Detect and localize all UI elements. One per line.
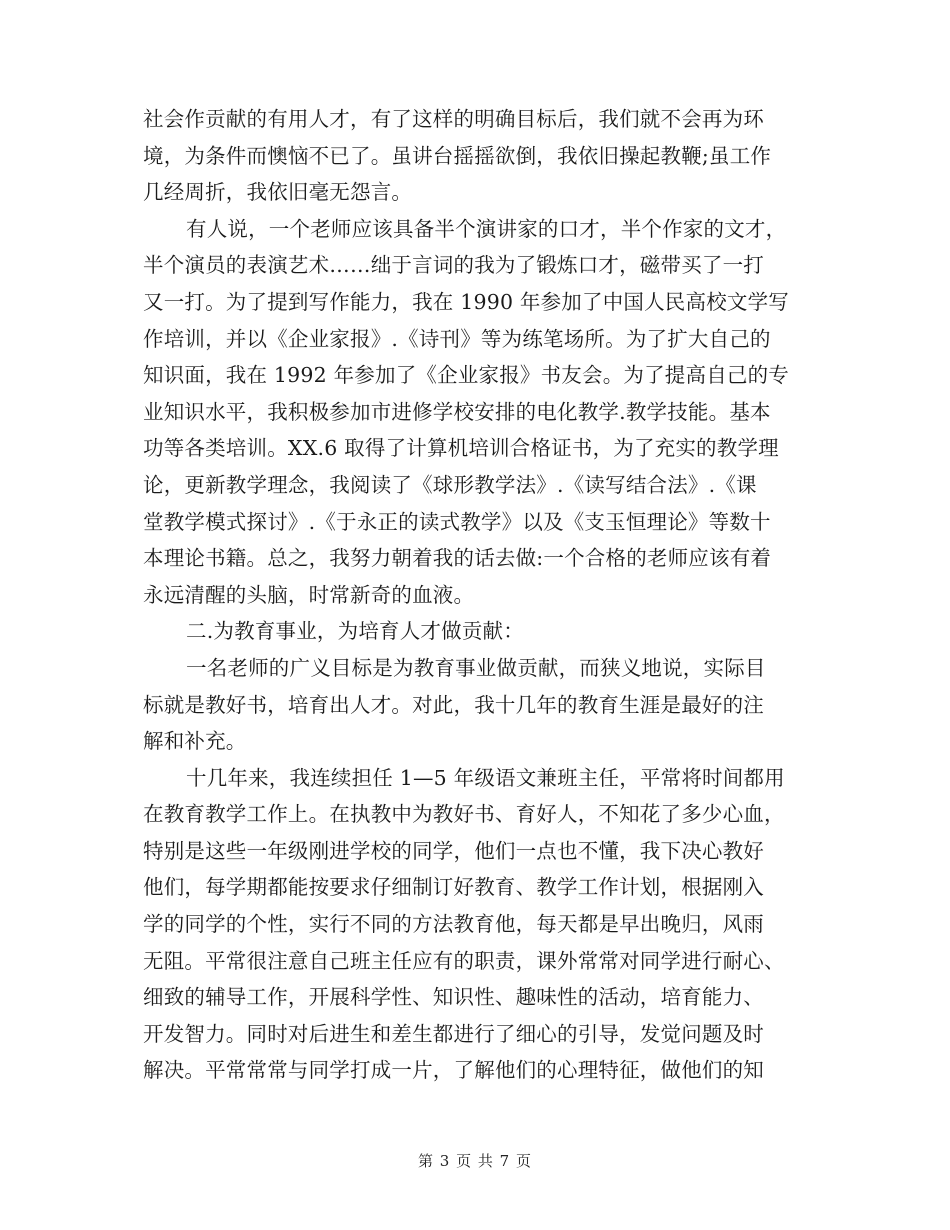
text-line: 永远清醒的头脑，时常新奇的血液。 (143, 582, 475, 607)
text-line: 有人说，一个老师应该具备半个演讲家的口才，半个作家的文才， (186, 216, 787, 241)
text-line: 开发智力。同时对后进生和差生都进行了细心的引导，发觉问题及时 (143, 1021, 764, 1046)
document-body (143, 101, 809, 1089)
text-line: 几经周折，我依旧毫无怨言。 (143, 180, 413, 205)
text-line: 特别是这些一年级刚进学校的同学，他们一点也不懂，我下决心教好 (143, 838, 764, 863)
text-line: 堂教学模式探讨》.《于永正的读式教学》以及《支玉恒理论》等数十 (143, 509, 771, 534)
text-line: 半个演员的表演艺术……绌于言词的我为了锻炼口才，磁带买了一打 (143, 253, 764, 278)
text-line: 学的同学的个性，实行不同的方法教育他，每天都是早出晚归，风雨 (143, 912, 764, 937)
text-line: 又一打。为了提到写作能力，我在 1990 年参加了中国人民高校文学写 (143, 289, 790, 314)
section-heading: 二.为教育事业，为培育人才做贡献： (186, 619, 524, 644)
text-line: 社会作贡献的有用人才，有了这样的明确目标后，我们就不会再为环 (143, 107, 764, 131)
page-number-footer: 第 3 页 共 7 页 (418, 1152, 532, 1170)
text-line: 无阻。平常很注意自己班主任应有的职责，课外常常对同学进行耐心、 (143, 948, 785, 973)
text-line: 作培训，并以《企业家报》.《诗刊》等为练笔场所。为了扩大自己的 (143, 326, 771, 351)
text-line: 业知识水平，我积极参加市进修学校安排的电化教学.教学技能。基本 (143, 399, 771, 424)
text-line: 知识面，我在 1992 年参加了《企业家报》书友会。为了提高自己的专 (143, 363, 790, 388)
text-line: 标就是教好书，培育出人才。对此，我十几年的教育生涯是最好的注 (143, 692, 764, 717)
text-line: 本理论书籍。总之，我努力朝着我的话去做:一个合格的老师应该有着 (143, 546, 772, 571)
text-line: 细致的辅导工作，开展科学性、知识性、趣味性的活动，培育能力、 (143, 985, 764, 1010)
text-line: 他们，每学期都能按要求仔细制订好教育、教学工作计划，根据刚入 (143, 875, 764, 900)
text-line: 十几年来，我连续担任 1—5 年级语文兼班主任，平常将时间都用 (186, 765, 785, 790)
text-line: 一名老师的广义目标是为教育事业做贡献，而狭义地说，实际目 (186, 655, 766, 680)
text-line: 解和补充。 (143, 729, 247, 754)
text-line: 境，为条件而懊恼不已了。虽讲台摇摇欲倒，我依旧操起教鞭;虽工作 (143, 143, 772, 168)
text-line: 论，更新教学理念，我阅读了《球形教学法》.《读写结合法》.《课 (143, 472, 757, 497)
text-line: 功等各类培训。XX.6 取得了计算机培训合格证书，为了充实的教学理 (143, 436, 779, 461)
text-line: 在教育教学工作上。在执教中为教好书、育好人，不知花了多少心血， (143, 802, 785, 827)
text-line: 解决。平常常常与同学打成一片，了解他们的心理特征，做他们的知 (143, 1058, 764, 1083)
